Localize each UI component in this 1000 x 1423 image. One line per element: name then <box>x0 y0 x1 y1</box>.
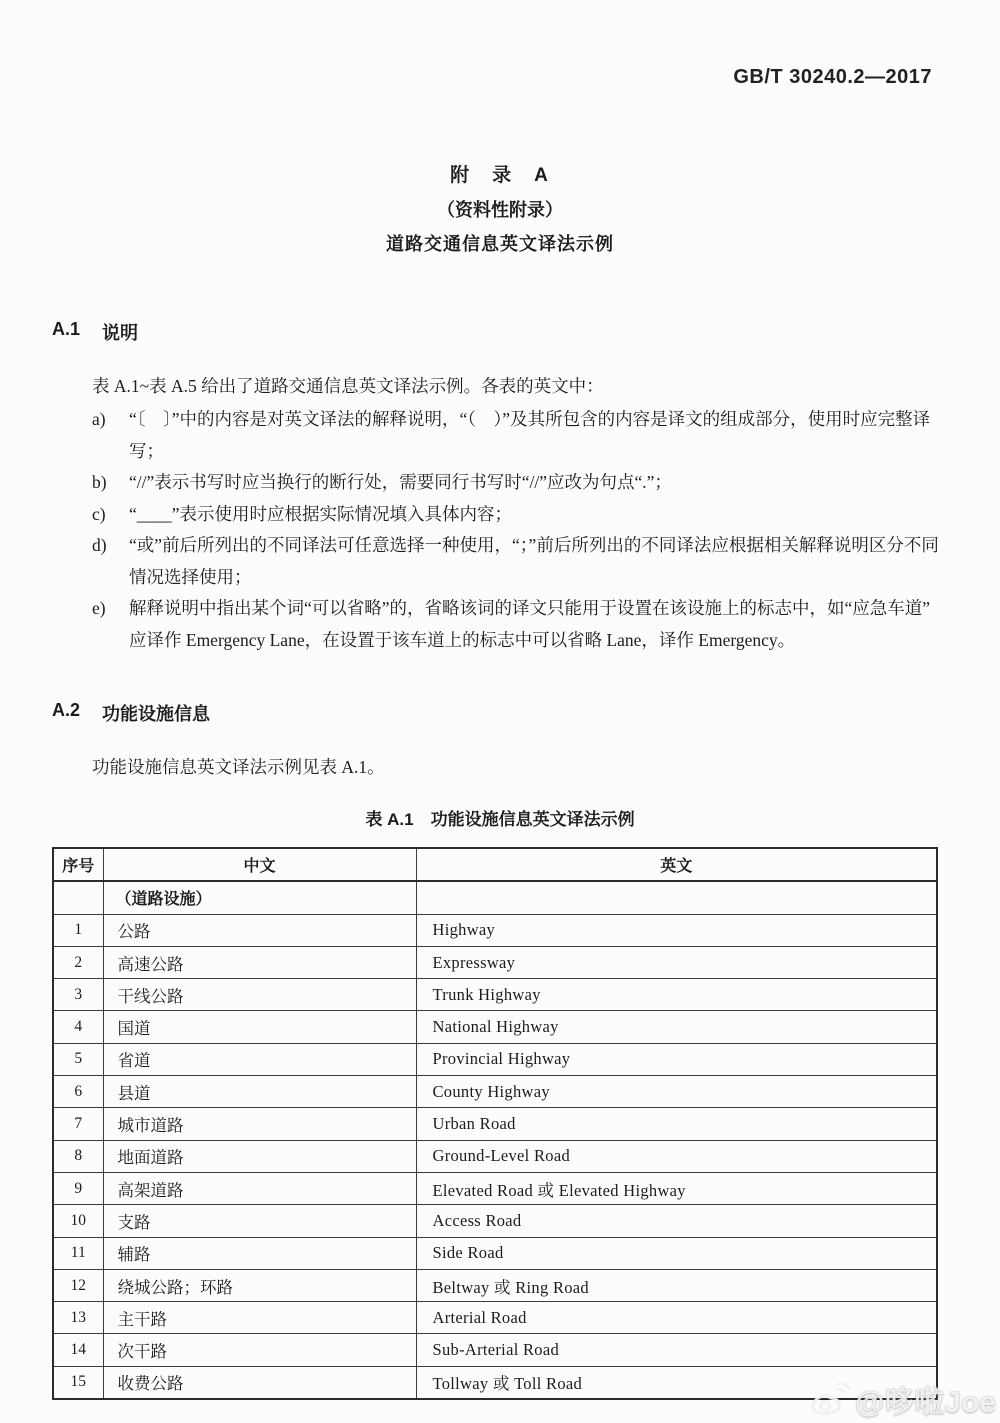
col-header-en: 英文 <box>416 848 937 881</box>
table-row <box>53 946 937 978</box>
cell-en: Trunk Highway <box>416 979 937 1011</box>
table-row <box>53 1011 937 1043</box>
section-number: A.2 <box>52 700 81 720</box>
doc-number: GB/T 30240.2—2017 <box>733 66 932 88</box>
cell-en: Tollway 或 Toll Road <box>416 1366 937 1399</box>
table-row <box>53 1076 937 1108</box>
translation-table <box>52 847 938 1400</box>
table-header-row <box>53 848 937 881</box>
cell-en: Side Road <box>416 1237 937 1269</box>
table-row <box>53 1269 937 1301</box>
cell-zh: 公路 <box>103 914 416 946</box>
cell-zh: 次干路 <box>103 1334 416 1366</box>
table-row <box>53 1334 937 1366</box>
cell-zh: 国道 <box>103 1011 416 1043</box>
cell-no: 14 <box>53 1334 103 1366</box>
cell-zh: 辅路 <box>103 1237 416 1269</box>
col-header-no: 序号 <box>53 848 103 881</box>
cell-no: 8 <box>53 1140 103 1172</box>
appendix-heading: 道路交通信息英文译法示例 <box>386 234 614 254</box>
item-label: a) <box>92 409 106 429</box>
cell-no: 10 <box>53 1205 103 1237</box>
cell-no: 13 <box>53 1302 103 1334</box>
appendix-title: 附 录 A <box>450 165 550 186</box>
cell-en: Access Road <box>416 1205 937 1237</box>
group-label: （道路设施） <box>103 881 416 914</box>
cell-en: Expressway <box>416 946 937 978</box>
body-paragraph: 功能设施信息英文译法示例见表 A.1。 <box>92 757 385 777</box>
cell-no: 7 <box>53 1108 103 1140</box>
section-title: 功能设施信息 <box>102 704 211 724</box>
table-row <box>53 1043 937 1075</box>
cell-no: 12 <box>53 1269 103 1301</box>
item-label: d) <box>92 535 107 555</box>
cell-en: Arterial Road <box>416 1302 937 1334</box>
group-row <box>53 881 937 914</box>
cell-zh: 高架道路 <box>103 1172 416 1204</box>
list-item <box>92 530 940 593</box>
list-item <box>92 467 940 499</box>
table-row <box>53 1172 937 1204</box>
cell-no: 15 <box>53 1366 103 1399</box>
table-row <box>53 1237 937 1269</box>
cell-no: 6 <box>53 1076 103 1108</box>
table-row <box>53 1205 937 1237</box>
cell-zh: 绕城公路；环路 <box>103 1269 416 1301</box>
cell-en: Urban Road <box>416 1108 937 1140</box>
cell-en: Elevated Road 或 Elevated Highway <box>416 1172 937 1204</box>
section-heading-a1 <box>52 319 940 345</box>
item-text: “____”表示使用时应根据实际情况填入具体内容； <box>129 503 513 524</box>
watermark-text: @哆啦Joe <box>855 1386 996 1419</box>
item-text: 解释说明中指出某个词“可以省略”的，省略该词的译文只能用于设置在该设施上的标志中，如“应急车道”应译作 Emergency Lane，在设置于该车道上的标志中可以省略 Lane，译作 Emergency。 <box>129 598 931 650</box>
col-header-zh: 中文 <box>103 848 416 881</box>
cell-no <box>53 881 103 914</box>
table-row <box>53 1366 937 1399</box>
table-row <box>53 914 937 946</box>
cell-zh: 支路 <box>103 1205 416 1237</box>
cell-no: 4 <box>53 1011 103 1043</box>
notes-list <box>92 404 940 656</box>
item-text: “//”表示书写时应当换行的断行处，需要同行书写时“//”应改为句点“.”； <box>129 472 672 492</box>
appendix-title-block <box>0 159 1000 261</box>
table-row <box>53 979 937 1011</box>
cell-zh: 干线公路 <box>103 979 416 1011</box>
list-item <box>92 404 940 467</box>
section-title: 说明 <box>102 323 139 343</box>
cell-zh: 县道 <box>103 1076 416 1108</box>
item-label: e) <box>92 598 106 618</box>
cell-no: 3 <box>53 979 103 1011</box>
cell-zh: 省道 <box>103 1043 416 1075</box>
cell-en: Sub-Arterial Road <box>416 1334 937 1366</box>
table-caption: 表 A.1 功能设施信息英文译法示例 <box>365 810 635 829</box>
cell-no: 5 <box>53 1043 103 1075</box>
cell-en: Beltway 或 Ring Road <box>416 1269 937 1301</box>
section-number: A.1 <box>52 319 81 339</box>
cell-no: 9 <box>53 1172 103 1204</box>
cell-zh: 收费公路 <box>103 1366 416 1399</box>
section-heading-a2 <box>52 700 940 726</box>
cell-en: Highway <box>416 914 937 946</box>
cell-zh: 城市道路 <box>103 1108 416 1140</box>
cell-en: County Highway <box>416 1076 937 1108</box>
cell-en: Provincial Highway <box>416 1043 937 1075</box>
appendix-subtitle: （资料性附录） <box>437 200 563 220</box>
table-row <box>53 1140 937 1172</box>
cell-zh: 地面道路 <box>103 1140 416 1172</box>
cell-zh: 高速公路 <box>103 946 416 978</box>
cell-no: 1 <box>53 914 103 946</box>
table-row <box>53 1302 937 1334</box>
cell-en: Ground-Level Road <box>416 1140 937 1172</box>
item-label: c) <box>92 503 106 524</box>
cell-zh: 主干路 <box>103 1302 416 1334</box>
cell-no: 2 <box>53 946 103 978</box>
list-item <box>92 499 940 531</box>
intro-paragraph: 表 A.1~表 A.5 给出了道路交通信息英文译法示例。各表的英文中： <box>92 376 604 396</box>
item-label: b) <box>92 472 107 492</box>
cell-no: 11 <box>53 1237 103 1269</box>
list-item <box>92 593 940 656</box>
table-row <box>53 1108 937 1140</box>
cell-en <box>416 881 937 914</box>
item-text: “〔 〕”中的内容是对英文译法的解释说明，“（ ）”及其所包含的内容是译文的组成部分，使用时应完整译写； <box>129 409 931 461</box>
item-text: “或”前后所列出的不同译法可任意选择一种使用，“；”前后所列出的不同译法应根据相关解释说明区分不同情况选择使用； <box>129 535 939 587</box>
cell-en: National Highway <box>416 1011 937 1043</box>
